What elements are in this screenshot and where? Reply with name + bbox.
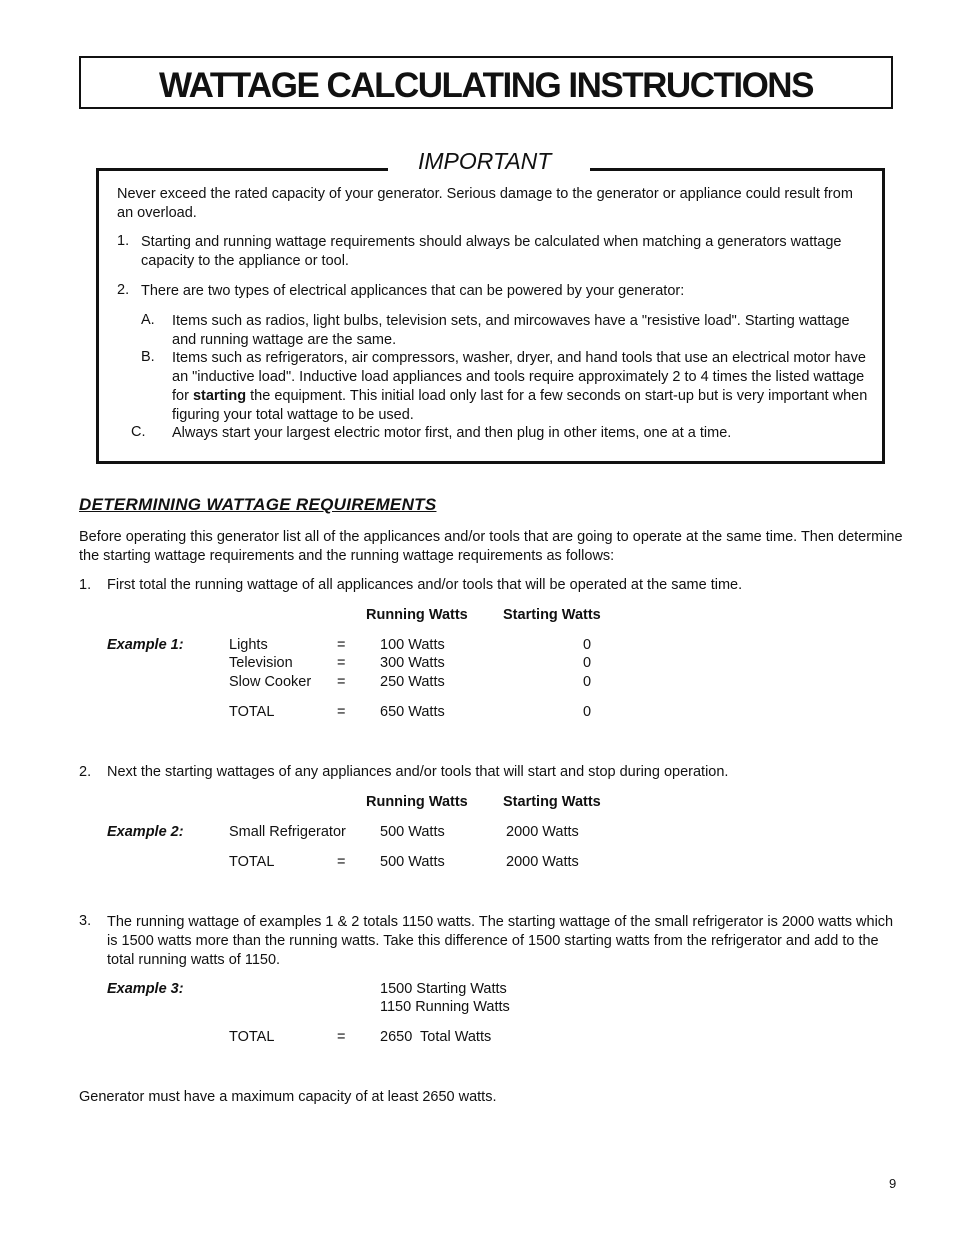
step2-number: 2. — [79, 764, 92, 780]
step1-text: First total the running wattage of all applicances and/or tools that will be operated at the same time. — [107, 577, 743, 593]
ex1-total-running: 650 Watts — [380, 704, 445, 720]
ex1-total-starting: 0 — [583, 704, 592, 720]
ex1-col-starting-header: Starting Watts — [503, 607, 601, 623]
example3-label: Example 3: — [107, 981, 184, 997]
step3-text: The running wattage of examples 1 & 2 totals 1150 watts. The starting wattage of the small refrigerator is 2000 watts which is 1500 watts more than the running watts. Take this difference of 1500 starting watts from the refrigerator and add to the total running watts of 1150. — [107, 914, 894, 968]
important-item1-number: 1. — [117, 233, 130, 249]
ex1-row-item: Lights — [229, 637, 268, 653]
ex1-total-equals: = — [337, 704, 346, 720]
example1-label: Example 1: — [107, 637, 184, 653]
ex1-row-item: Television — [229, 655, 293, 671]
important-item2-number: 2. — [117, 282, 130, 298]
sub-b-part1: Items such as refrigerators, air compressors, washer, dryer, and hand tools that use an electrical motor have an "inductive load". Inductive load appliances and tools require approximately 2 to 4 times the listed wattage for — [172, 350, 866, 404]
ex3-line2: 1150 Running Watts — [380, 999, 510, 1015]
ex2-row-running: 500 Watts — [380, 824, 445, 840]
section-heading: DETERMINING WATTAGE REQUIREMENTS — [79, 495, 437, 514]
example2-label: Example 2: — [107, 824, 184, 840]
ex3-total-equals: = — [337, 1029, 346, 1045]
title-box — [79, 56, 893, 109]
step1-number: 1. — [79, 577, 92, 593]
step3-number: 3. — [79, 913, 92, 929]
ex3-total-label: TOTAL — [229, 1029, 275, 1045]
ex3-total-value: 2650 Total Watts — [380, 1029, 492, 1045]
page-title: WATTAGE CALCULATING INSTRUCTIONS — [159, 66, 813, 105]
ex2-col-running-header: Running Watts — [366, 794, 468, 810]
ex1-row-running: 100 Watts — [380, 637, 445, 653]
ex2-col-starting-header: Starting Watts — [503, 794, 601, 810]
ex1-row-starting: 0 — [583, 674, 592, 690]
ex1-col-running-header: Running Watts — [366, 607, 468, 623]
ex2-total-running: 500 Watts — [380, 854, 445, 870]
important-sub-c-label: C. — [131, 424, 146, 440]
ex1-row-running: 300 Watts — [380, 655, 445, 671]
ex1-row-equals: = — [337, 637, 346, 653]
important-intro: Never exceed the rated capacity of your generator. Serious damage to the generator or appliance could result from an overload. — [117, 186, 853, 221]
sub-b-bold: starting — [192, 388, 247, 404]
important-sub-c-text: Always start your largest electric motor first, and then plug in other items, one at a time. — [172, 425, 732, 441]
important-sub-a-label: A. — [141, 312, 155, 328]
conclusion-text: Generator must have a maximum capacity of at least 2650 watts. — [79, 1089, 497, 1105]
ex2-total-starting: 2000 Watts — [506, 854, 579, 870]
important-sub-b-label: B. — [141, 349, 155, 365]
ex1-row-item: Slow Cooker — [229, 674, 312, 690]
ex1-row-equals: = — [337, 674, 346, 690]
ex2-row-starting: 2000 Watts — [506, 824, 579, 840]
important-heading: IMPORTANT — [418, 148, 552, 174]
ex1-row-starting: 0 — [583, 637, 592, 653]
important-item2-text: There are two types of electrical applicances that can be powered by your generator: — [141, 283, 685, 299]
sub-b-part2: the equipment. This initial load only last for a few seconds on start-up but is very important when figuring your total wattage to be used. — [172, 388, 868, 423]
important-sub-b-text — [172, 349, 872, 425]
ex2-row-item: Small Refrigerator — [229, 824, 346, 840]
ex1-row-equals: = — [337, 655, 346, 671]
important-item1-text: Starting and running wattage requirements should always be calculated when matching a generators wattage capacity to the appliance or tool. — [141, 234, 842, 269]
ex2-total-equals: = — [337, 854, 346, 870]
ex1-row-running: 250 Watts — [380, 674, 445, 690]
ex3-line1: 1500 Starting Watts — [380, 981, 507, 997]
step2-text: Next the starting wattages of any appliances and/or tools that will start and stop during operation. — [107, 764, 729, 780]
page-number: 9 — [889, 1176, 897, 1191]
ex1-total-label: TOTAL — [229, 704, 275, 720]
section-intro: Before operating this generator list all of the applicances and/or tools that are going to operate at the same time. Then determine the starting wattage requirements and the running wattage requirements as follows: — [79, 529, 903, 564]
ex1-row-starting: 0 — [583, 655, 592, 671]
important-sub-a-text: Items such as radios, light bulbs, television sets, and mircowaves have a "resistive load". Starting wattage and running wattage are the same. — [172, 313, 850, 348]
ex2-total-label: TOTAL — [229, 854, 275, 870]
